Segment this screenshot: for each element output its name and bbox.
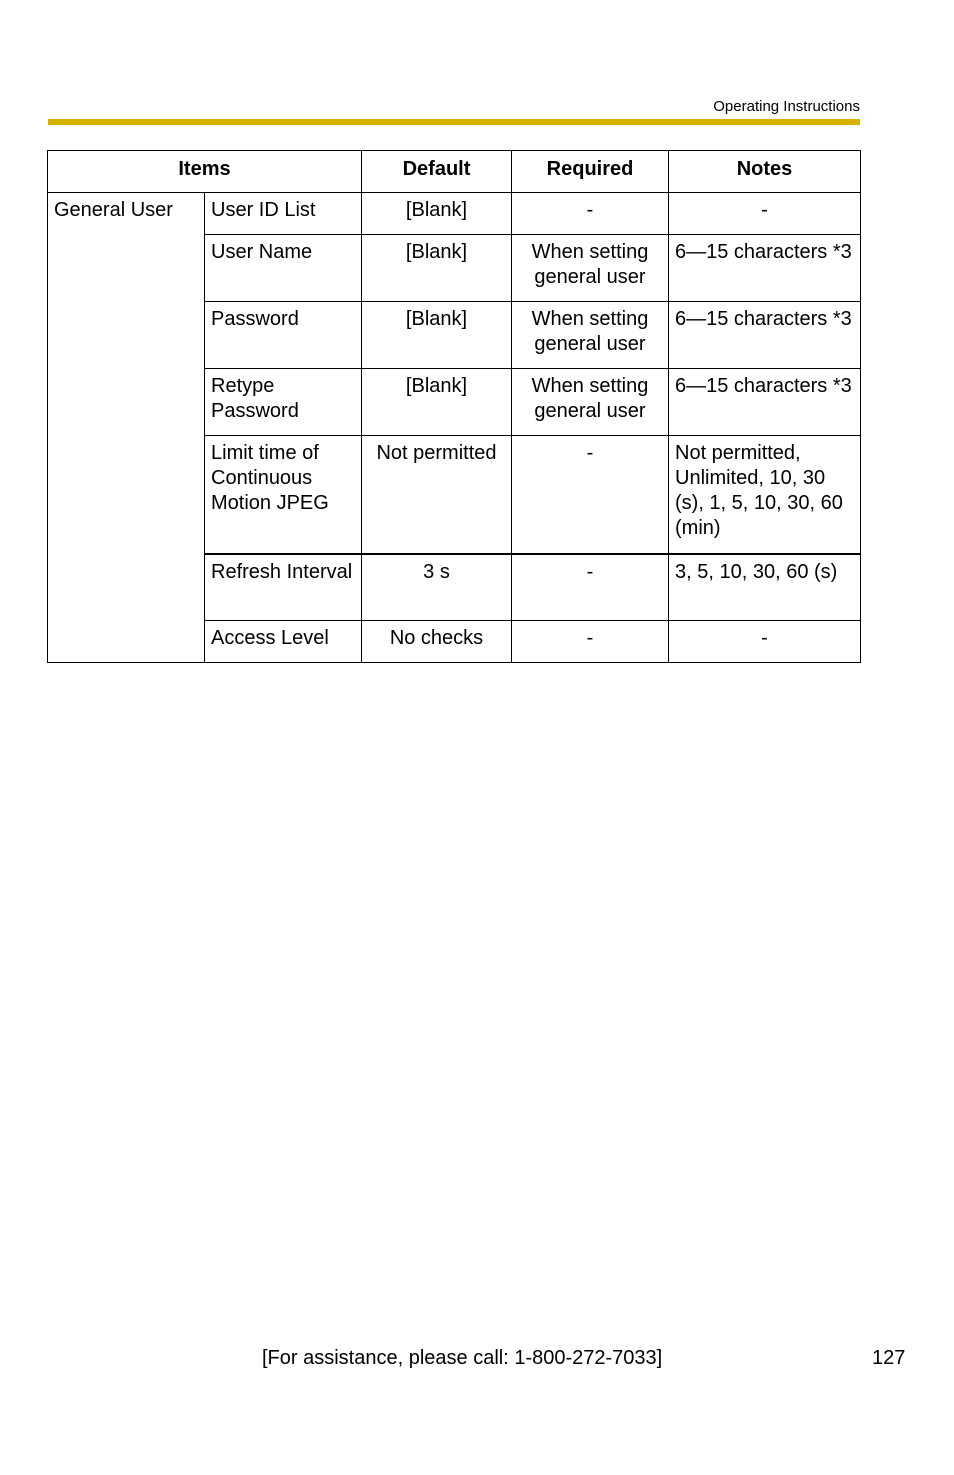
required-cell: -: [512, 436, 669, 554]
default-cell: [Blank]: [362, 193, 512, 235]
notes-cell: -: [669, 193, 861, 235]
notes-cell: -: [669, 621, 861, 663]
column-header-notes: Notes: [669, 151, 861, 193]
item-cell: Retype Password: [205, 369, 362, 436]
required-cell: When setting general user: [512, 369, 669, 436]
required-cell: When setting general user: [512, 302, 669, 369]
required-cell: -: [512, 621, 669, 663]
group-label: General User: [48, 193, 205, 663]
table-header-row: [48, 151, 861, 193]
column-header-items: Items: [48, 151, 362, 193]
default-cell: Not permitted: [362, 436, 512, 554]
notes-cell: 3, 5, 10, 30, 60 (s): [669, 554, 861, 621]
default-cell: [Blank]: [362, 235, 512, 302]
notes-cell: 6—15 characters *3: [669, 369, 861, 436]
required-cell: When setting general user: [512, 235, 669, 302]
required-cell: -: [512, 193, 669, 235]
item-cell: User Name: [205, 235, 362, 302]
notes-cell: 6—15 characters *3: [669, 302, 861, 369]
item-cell: Access Level: [205, 621, 362, 663]
item-cell: User ID List: [205, 193, 362, 235]
column-header-required: Required: [512, 151, 669, 193]
running-header: Operating Instructions: [713, 98, 860, 115]
header-rule: [48, 119, 860, 125]
item-cell: Password: [205, 302, 362, 369]
notes-cell: 6—15 characters *3: [669, 235, 861, 302]
item-cell: Refresh Interval: [205, 554, 362, 621]
assistance-footer: [For assistance, please call: 1-800-272-7033]: [262, 1347, 663, 1369]
notes-cell: Not permitted, Unlimited, 10, 30 (s), 1, 5, 10, 30, 60 (min): [669, 436, 861, 554]
default-cell: [Blank]: [362, 369, 512, 436]
settings-table: [47, 150, 861, 663]
default-cell: No checks: [362, 621, 512, 663]
default-cell: 3 s: [362, 554, 512, 621]
default-cell: [Blank]: [362, 302, 512, 369]
column-header-default: Default: [362, 151, 512, 193]
required-cell: -: [512, 554, 669, 621]
table-row: [48, 193, 861, 235]
item-cell: Limit time of Continuous Motion JPEG: [205, 436, 362, 554]
page-number: 127: [872, 1347, 906, 1369]
